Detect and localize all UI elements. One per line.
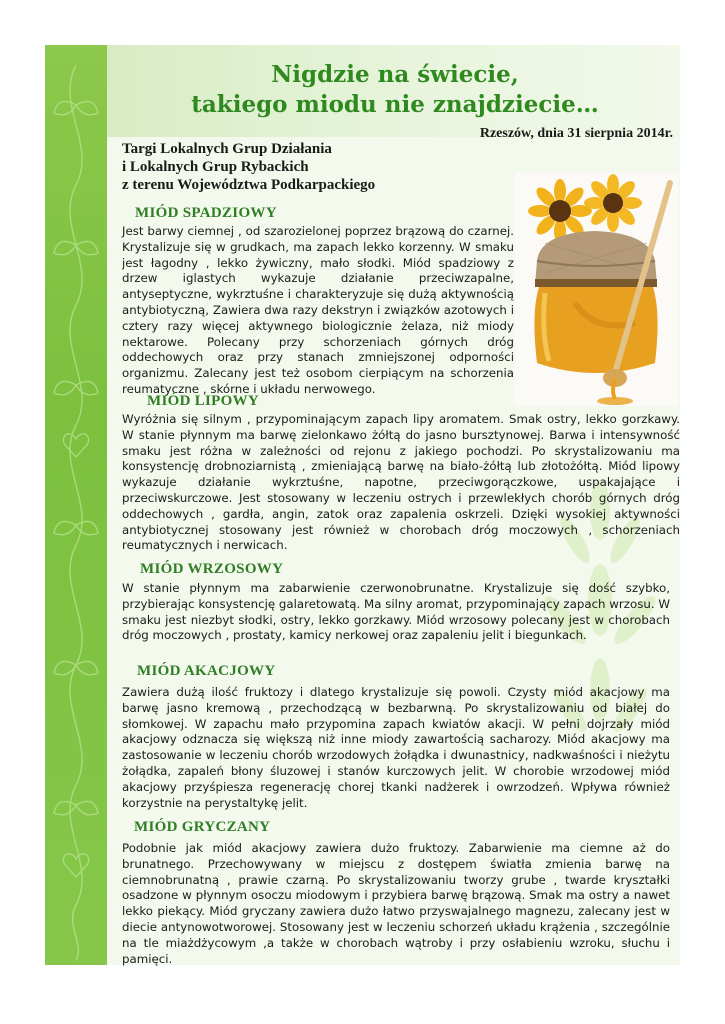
section-heading: MIÓD LIPOWY xyxy=(147,393,260,409)
title-line-1: Nigdzie na świecie, xyxy=(271,61,519,88)
honey-photo xyxy=(515,173,678,406)
section-heading: MIÓD SPADZIOWY xyxy=(135,205,277,221)
section-text: Jest barwy ciemnej , od szarozielonej poprzez brązową do czarnej. Krystalizuje się w grudkach, ma zapach lekko korzenny. W smaku jest łagodny , lekko żywiczny, mało słodki. Miód spadziowy z drzew iglastych wykazuje działanie przeciwzapalne, antyseptyczne, wykrztuśne i charakteryzuje się dużą aktywnością antybiotyczną, Zawiera dwa razy dekstryn i związków azotowych i cztery razy więcej aktywnego biologicznie żelaza, niż miody nektarowe. Polecany przy schorzeniach górnych dróg oddechowych oraz przy stanach zmniejszonej odporności organizmu. Zalecany jest też osobom cierpiącym na schorzenia reumatyczne , skórne i układu nerwowego. xyxy=(122,224,514,396)
organizer-line-3: z terenu Województwa Podkarpackiego xyxy=(122,177,376,193)
section-text: Zawiera dużą ilość fruktozy i dlatego krystalizuje się powoli. Czysty miód akacjowy ma barwę jasno kremową , przechodzącą w bezbarwną. Po skrystalizowaniu od białej do słomkowej. W zapachu mało przypomina zapach kwiatów akacji. W pełni dojrzały miód akacjowy odznacza się większą niż inne miody zawartością sacharozy. Miód akacjowy ma zastosowanie w leczeniu chorób wrzodowych żołądka i dwunastnicy, nadkwaśności i nieżytu żołądka, zapaleń błony śluzowej i stanów kurczowych jelit. W chorobie wrzodowej miód akacjowy przyśpiesza regenerację chorej tkanki nadżerek i owrzodzeń. Wpływa również korzystnie na perystaltykę jelit. xyxy=(122,685,670,810)
section-text: W stanie płynnym ma zabarwienie czerwonobrunatne. Krystalizuje się dość szybko, przybierając konsystencję galaretowatą. Ma silny aromat, przypominający zapach wrzosu. W smaku jest niezbyt słodki, ostry, lekko gorzkawy. Miód wrzosowy polecany jest w chorobach dróg moczowych , prostaty, kamicy nerkowej oraz zapaleniu jelit i biegunkach. xyxy=(122,581,670,643)
section-heading: MIÓD AKACJOWY xyxy=(137,663,276,679)
organizer-block xyxy=(122,140,375,194)
title-line-2: takiego miodu nie znajdziecie… xyxy=(191,91,599,118)
section-text: Podobnie jak miód akacjowy zawiera dużo fruktozy. Zabarwienie ma ciemne aż do brunatnego. Przechowywany w miejscu z dostępem światła zmienia barwę na ciemnobrunatną , prawie czarną. Po skrystalizowaniu tworzy grube , twarde kryształki osadzone w płynnym osoczu miodowym i przybiera barwę brązową. Smak ma ostry a nawet lekko piekący. Miód gryczany zawiera dużo łatwo przyswajalnego magnezu, zalecany jest w diecie antynowotworowej. Stosowany jest w leczeniu schorzeń układu krążenia , szczególnie na tle miażdżycowym ,a także w chorobach wątroby i przy osłabieniu wzroku, słuchu i pamięci. xyxy=(122,841,670,966)
page-title xyxy=(110,60,680,120)
leaf-pattern-icon xyxy=(45,45,107,965)
section-heading: MIÓD GRYCZANY xyxy=(134,819,271,835)
organizer-line-2: i Lokalnych Grup Rybackich xyxy=(122,159,309,175)
left-decorative-band xyxy=(45,45,107,965)
organizer-line-1: Targi Lokalnych Grup Działania xyxy=(122,141,332,157)
section-text: Wyróżnia się silnym , przypominającym zapach lipy aromatem. Smak ostry, lekko gorzkawy. W stanie płynnym ma barwę zielonkawo żółtą do jasno bursztynowej. Barwa i intensywność smaku jest różna w zależności od rejonu z jakiego pochodzi. Po skrystalizowaniu ma konsystencję drobnoziarnistą , zmieniającą barwę na biało-żółtą lub złotożółtą. Miód lipowy wykazuje działanie wykrztuśne, napotne, przeciwgorączkowe, uspakajające i przeciwskurczowe. Jest stosowany w leczeniu ostrych i przewlekłych chorób górnych dróg oddechowych , gardła, angin, zatok oraz zapalenia oskrzeli. Dzięki wysokiej aktywności antybiotycznej stosowany jest również w chorobach dróg moczowych , schorzeniach reumatycznych i nerwicach. xyxy=(122,412,680,553)
date-line: Rzeszów, dnia 31 sierpnia 2014r. xyxy=(479,126,673,141)
section-heading: MIÓD WRZOSOWY xyxy=(140,561,284,577)
